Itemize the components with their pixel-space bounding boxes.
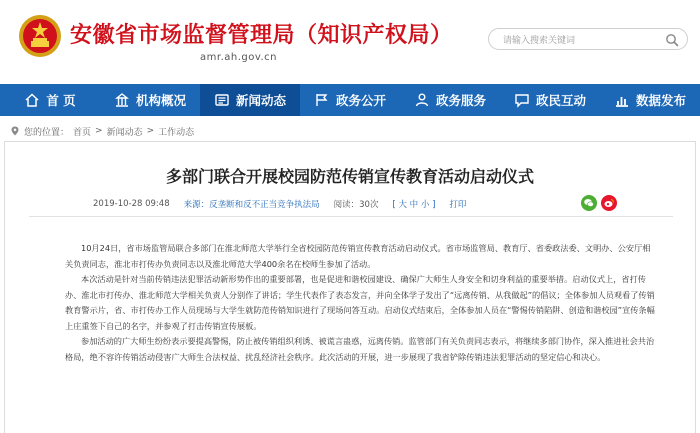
weibo-icon bbox=[603, 197, 615, 209]
nav-label: 政务服务 bbox=[435, 93, 486, 108]
nav-label: 数据发布 bbox=[635, 93, 686, 108]
article-body bbox=[65, 241, 655, 365]
chart-icon bbox=[614, 92, 630, 108]
search-input[interactable] bbox=[488, 28, 688, 50]
nav-item-data[interactable] bbox=[600, 84, 700, 116]
nav-label: 首 页 bbox=[46, 93, 76, 108]
nav-item-news[interactable] bbox=[200, 84, 300, 116]
breadcrumb bbox=[10, 124, 194, 138]
article-paragraph: 10月24日，省市场监管局联合多部门在淮北师范大学举行全省校园防范传销宣传教育活动启动仪式。省市场监管局、教育厅、省委政法委、文明办、公安厅相关负责同志，淮北市打传办负责同志以及淮北师范大学400余名在校师生参加了活动。 bbox=[65, 243, 651, 269]
article-paragraph: 本次活动是针对当前传销违法犯罪活动新形势作出的重要部署，也是促进和谐校园建设、确保广大师生人身安全和切身利益的重要举措。启动仪式上，省打传办、淮北市打传办、淮北师范大学相关负责人分别作了讲话；学生代表作了表态发言，并向全体学子发出了“远离传销、从我做起”的倡议；全体参加人员观看了传销教育警示片，省、市打传办工作人员现场与大学生就防范传销知识进行了现场问答互动。启动仪式结束后，全体参加人员在“警惕传销陷阱、创造和谐校园”宣传条幅上庄重签下自己的名字，并参观了打击传销宣传展板。 bbox=[65, 274, 655, 331]
nav-item-home[interactable] bbox=[0, 84, 100, 116]
article-source[interactable]: 来源：反垄断和反不正当竞争执法局 bbox=[183, 200, 320, 210]
breadcrumb-separator: > bbox=[95, 126, 103, 136]
font-size-toggle[interactable]: [ 大 中 小 ] bbox=[392, 200, 436, 210]
building-icon bbox=[114, 92, 130, 108]
home-icon bbox=[24, 92, 40, 108]
search-placeholder: 请输入搜索关键词 bbox=[503, 36, 576, 46]
share-buttons bbox=[581, 195, 617, 211]
nav-label: 新闻动态 bbox=[235, 93, 286, 108]
site-domain: amr.ah.gov.cn bbox=[200, 52, 278, 63]
article-paragraph: 参加活动的广大师生纷纷表示要提高警惕，防止被传销组织利诱、被谎言蛊惑，远离传销。监管部门有关负责同志表示，将继续多部门协作，深入推进社会共治格局，绝不容许传销活动侵害广大师生合法权益、扰乱经济社会秩序。此次活动的开展，进一步展现了我省铲除传销违法犯罪活动的坚定信心和决心。 bbox=[65, 336, 655, 362]
article-views: 阅读：30次 bbox=[333, 200, 379, 210]
site-title[interactable]: 安徽省市场监督管理局（知识产权局） bbox=[70, 23, 453, 48]
article-meta bbox=[93, 197, 466, 211]
search-icon[interactable] bbox=[665, 33, 679, 47]
wechat-share-button[interactable] bbox=[581, 195, 597, 211]
weibo-share-button[interactable] bbox=[601, 195, 617, 211]
nav-item-services[interactable] bbox=[400, 84, 500, 116]
flag-icon bbox=[314, 92, 330, 108]
nav-item-about[interactable] bbox=[100, 84, 200, 116]
article-date: 2019-10-28 09:48 bbox=[93, 199, 170, 209]
site-header bbox=[0, 0, 700, 84]
print-button[interactable]: 打印 bbox=[449, 200, 467, 210]
nav-label: 政务公开 bbox=[335, 93, 386, 108]
nav-item-public[interactable] bbox=[300, 84, 400, 116]
newspaper-icon bbox=[214, 92, 230, 108]
breadcrumb-separator: > bbox=[146, 126, 155, 136]
article-panel bbox=[4, 141, 696, 433]
breadcrumb-work-news[interactable]: 工作动态 bbox=[158, 127, 195, 138]
main-nav bbox=[0, 84, 700, 116]
chat-icon bbox=[514, 92, 530, 108]
nav-label: 政民互动 bbox=[535, 93, 586, 108]
article-title: 多部门联合开展校园防范传销宣传教育活动启动仪式 bbox=[165, 167, 534, 186]
meta-divider bbox=[29, 216, 673, 217]
wechat-icon bbox=[583, 197, 595, 209]
national-emblem-icon[interactable] bbox=[18, 14, 62, 58]
service-icon bbox=[414, 92, 430, 108]
breadcrumb-home[interactable]: 首页 bbox=[73, 127, 92, 138]
breadcrumb-prefix: 您的位置： bbox=[24, 127, 70, 138]
nav-label: 机构概况 bbox=[135, 93, 186, 108]
nav-item-interaction[interactable] bbox=[500, 84, 600, 116]
breadcrumb-news[interactable]: 新闻动态 bbox=[106, 127, 143, 138]
location-icon bbox=[10, 126, 20, 136]
